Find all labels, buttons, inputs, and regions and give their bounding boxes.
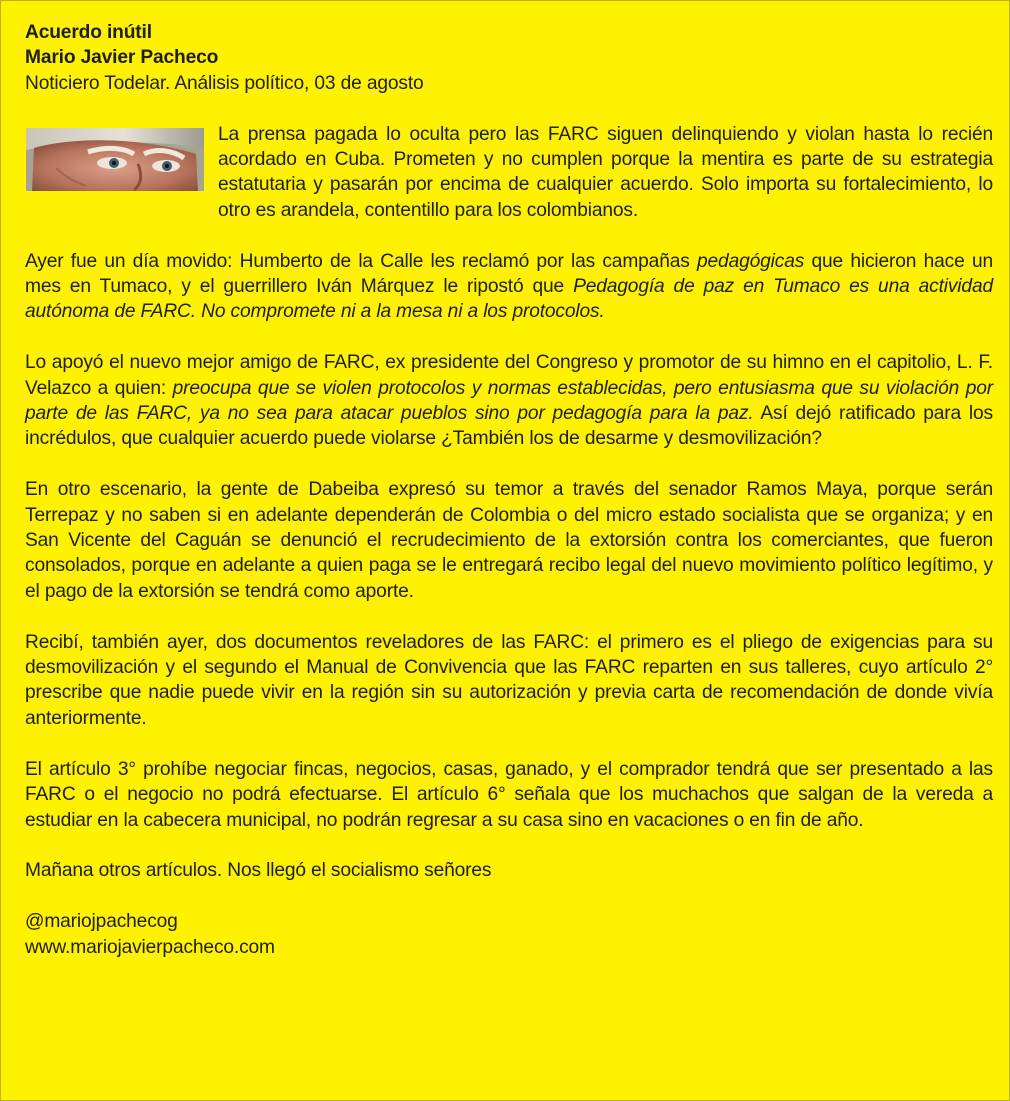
paragraph-2 (25, 249, 993, 325)
paragraph-7: Mañana otros artículos. Nos llegó el socialismo señores (25, 860, 492, 882)
author-portrait-image (26, 128, 204, 191)
paragraph-2-italic-d: Pedagogía de paz en Tumaco es una actividad autónoma de FARC. No compromete ni a la mesa ni a los protocolos. (25, 276, 993, 323)
twitter-handle[interactable]: @mariojpachecog (25, 911, 178, 933)
website-link[interactable]: www.mariojavierpacheco.com (25, 936, 275, 958)
paragraph-3-text-c: Así dejó ratificado para los incrédulos, que cualquier acuerdo puede violarse ¿También los de desarme y desmovilización? (25, 403, 993, 450)
paragraph-3-italic-b: preocupa que se violen protocolos y normas establecidas, pero entusiasma que su violación por parte de las FARC, ya no sea para atacar pueblos sino por pedagogía para la paz. (25, 377, 993, 425)
article-title: Acuerdo inútil (25, 22, 152, 43)
paragraph-5: Recibí, también ayer, dos documentos reveladores de las FARC: el primero es el pliego de exigencias para su desmovilización y el segundo el Manual de Convivencia que las FARC reparten en sus talleres, cuyo artículo 2° prescribe que nadie puede vivir en la región sin su autorización y previa carta de recomendación de donde vivía anteriormente. (25, 631, 993, 729)
article-footer (25, 909, 993, 960)
article-source: Noticiero Todelar. Análisis político, 03 de agosto (25, 72, 424, 94)
article (25, 20, 993, 960)
paragraph-2-text-a: Ayer fue un día movido: Humberto de la Calle les reclamó por las campañas (25, 250, 697, 272)
paragraph-1: La prensa pagada lo oculta pero las FARC siguen delinquiendo y violan hasta lo recién acordado en Cuba. Prometen y no cumplen porque la mentira es parte de su estrategia estatutaria y pasarán por encima de cualquier acuerdo. Solo importa su fortalecimiento, lo otro es arandela, contentillo para los colombianos. (218, 123, 993, 221)
article-header (25, 20, 993, 96)
paragraph-2-text-c: que hicieron hace un mes en Tumaco, y el guerrillero Iván Márquez le ripostó que (25, 250, 993, 298)
article-author: Mario Javier Pacheco (25, 47, 219, 69)
author-photo (26, 128, 204, 191)
paragraph-3 (25, 350, 993, 452)
paragraph-3-text-a: Lo apoyó el nuevo mejor amigo de FARC, ex presidente del Congreso y promotor de su himno en el capitolio, L. F. Velazco a quien: (25, 352, 993, 399)
paragraph-4: En otro escenario, la gente de Dabeiba expresó su temor a través del senador Ramos Maya, porque serán Terrepaz y no saben si en adelante dependerán de Colombia o del micro estado socialista que se organiza; y en San Vicente del Caguán se denunció el recrudecimiento de la extorsión contra los comerciantes, que fueron consolados, porque en adelante a quien paga se le entregará recibo legal del nuevo movimiento político legítimo, y el pago de la extorsión se tendrá como aporte. (25, 479, 993, 602)
paragraph-6: El artículo 3° prohíbe negociar fincas, negocios, casas, ganado, y el comprador tendrá que ser presentado a las FARC o el negocio no podrá efectuarse. El artículo 6° señala que los muchachos que salgan de la vereda a estudiar en la cabecera municipal, no podrán regresar a su casa sino en vacaciones o en fin de año. (25, 758, 993, 831)
paragraph-2-italic-b: pedagógicas (697, 250, 805, 272)
intro-block (25, 122, 993, 224)
